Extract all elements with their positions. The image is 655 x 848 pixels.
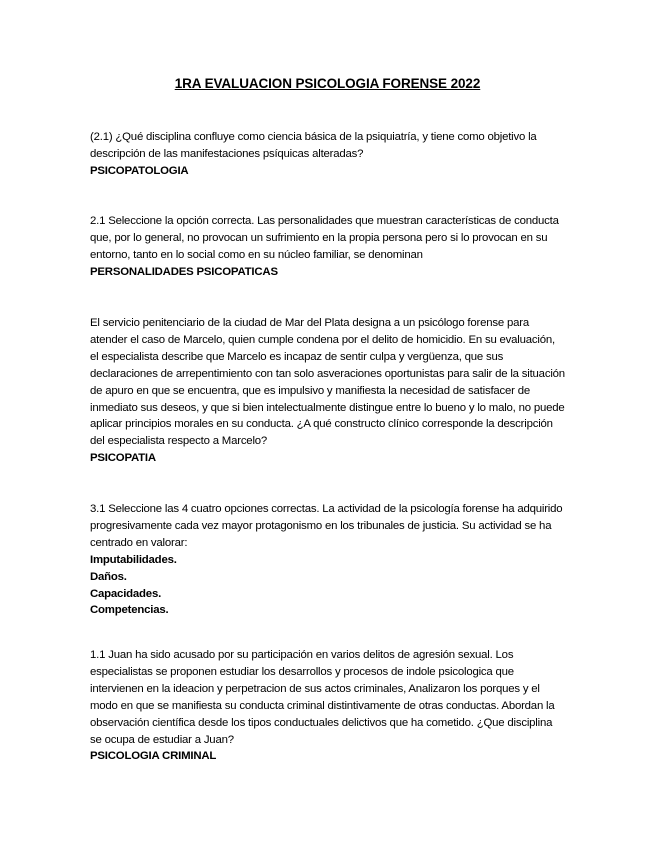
answer-text: Capacidades.: [90, 587, 162, 600]
question-text: 3.1 Seleccione las 4 cuatro opciones correctas. La actividad de la psicología forense ha adquirido progresivamente cada vez mayor protagonismo en los tribunales de justicia. Su actividad se ha centrado en valorar:: [90, 503, 563, 549]
question-block-3: [90, 315, 566, 467]
question-block-1: [90, 129, 566, 180]
answer-text: PSICOPATOLOGIA: [90, 164, 189, 177]
question-text: (2.1) ¿Qué disciplina confluye como ciencia básica de la psiquiatría, y tiene como objetivo la descripción de las manifestaciones psíquicas alteradas?: [90, 131, 537, 160]
question-block-5: [90, 647, 566, 765]
answer-text: PSICOLOGIA CRIMINAL: [90, 750, 217, 763]
answer-text: Competencias.: [90, 604, 169, 617]
answer-text: Daños.: [90, 570, 127, 583]
question-block-4: [90, 501, 566, 619]
answer-text: Imputabilidades.: [90, 553, 177, 566]
document-title: 1RA EVALUACION PSICOLOGIA FORENSE 2022: [174, 76, 481, 91]
answer-text: PSICOPATIA: [90, 452, 156, 465]
question-block-2: [90, 213, 566, 281]
question-text: El servicio penitenciario de la ciudad de Mar del Plata designa a un psicólogo forense para atender el caso de Marcelo, quien cumple condena por el delito de homicidio. En su evaluación, el especialista describe que Marcelo es incapaz de sentir culpa y vergüenza, que sus declaraciones de arrepentimiento con tan solo asveraciones oportunistas para salir de la situación de apuro en que se encuentra, que es impulsivo y manifiesta la necesidad de satisfacer de inmediato sus deseos, y que si bien intelectualmente distingue entre lo bueno y lo malo, no puede aplicar principios morales en su conducta. ¿A qué constructo clínico corresponde la descripción del especialista respecto a Marcelo?: [90, 317, 565, 448]
answer-text: PERSONALIDADES PSICOPATICAS: [90, 265, 278, 278]
question-text: 2.1 Seleccione la opción correcta. Las personalidades que muestran características de conducta que, por lo general, no provocan un sufrimiento en la propia persona pero si lo provocan en su entorno, tanto en lo social como en su núcleo familiar, se denominan: [90, 215, 559, 261]
question-text: 1.1 Juan ha sido acusado por su participación en varios delitos de agresión sexual. Los especialistas se proponen estudiar los desarrollos y procesos de indole psicologica que intervienen en la ideacion y perpetracion de sus actos criminales, Analizaron los porques y el modo en que se manifiesta su conducta criminal distintivamente de otras conductas. Abordan la observación científica desde los tipos conductuales delictivos que ha cometido. ¿Que disciplina se ocupa de estudiar a Juan?: [90, 649, 555, 746]
